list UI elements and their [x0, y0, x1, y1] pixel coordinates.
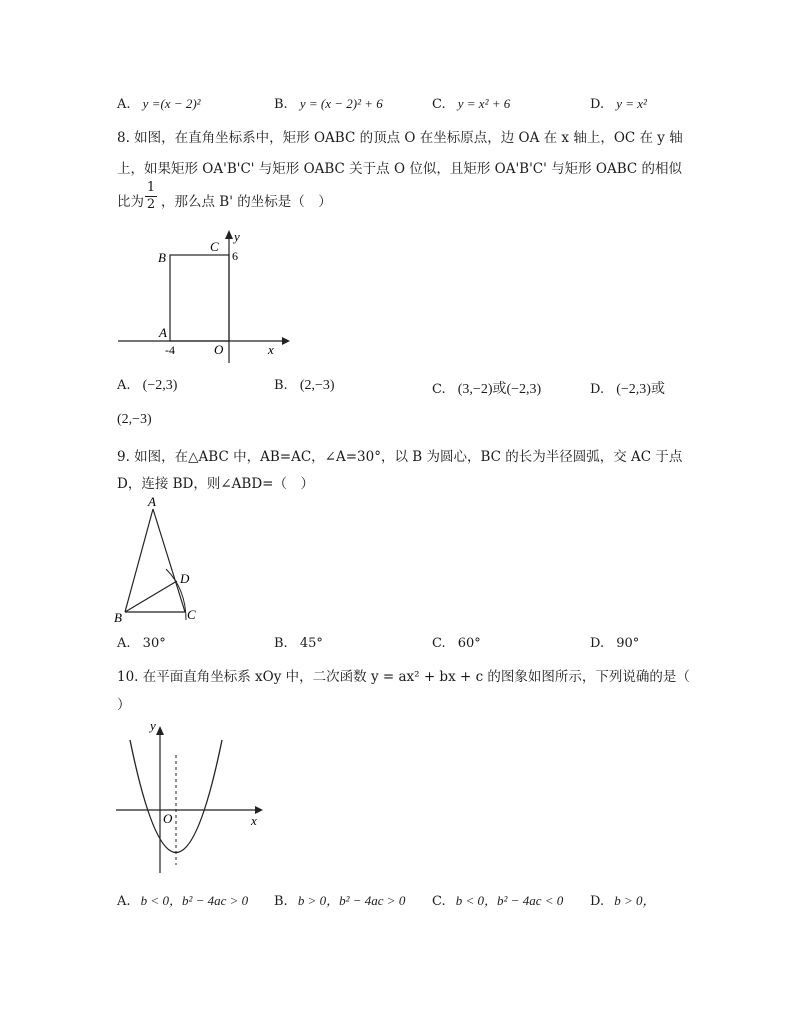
option-text: 45°	[299, 636, 323, 651]
label-o: O	[214, 342, 224, 357]
option-text: y = x² + 6	[457, 96, 511, 111]
q8-option-c	[432, 378, 541, 398]
q9-option-a	[117, 636, 166, 651]
x-axis-arrow	[282, 337, 290, 345]
option-letter: D.	[590, 636, 605, 651]
option-text: (3,−2)或(−2,3)	[457, 382, 542, 397]
option-letter: C.	[432, 894, 446, 909]
q8-option-a	[117, 378, 177, 394]
q9-option-b	[274, 636, 323, 651]
option-text: b < 0，b² − 4ac > 0	[140, 893, 249, 908]
option-letter: A.	[117, 97, 131, 112]
q10-option-d	[590, 890, 656, 909]
option-text: y = (x − 2)² + 6	[299, 96, 383, 111]
q8-fraction	[145, 180, 157, 213]
option-text: y =(x − 2)²	[142, 96, 201, 111]
label-y: y	[234, 229, 240, 244]
option-text: (2,−3)	[299, 378, 335, 393]
label-y: y	[150, 718, 156, 733]
side-ac	[153, 509, 185, 612]
q8-line3-post: ，那么点 B' 的坐标是（ ）	[161, 194, 332, 210]
option-letter: A.	[117, 378, 131, 393]
fraction-denominator: 2	[146, 197, 156, 212]
label-a: A	[159, 325, 167, 340]
option-text: b > 0，b² − 4ac > 0	[297, 893, 406, 908]
label-a: A	[148, 494, 156, 509]
q8-line-1: 8. 如图，在直角坐标系中，矩形 OABC 的顶点 O 在坐标原点，边 OA 在 x 轴上，OC 在 y 轴	[117, 130, 683, 146]
q8-option-d	[590, 378, 665, 398]
q10-figure	[110, 715, 270, 875]
option-letter: B.	[274, 894, 288, 909]
label-b: B	[158, 250, 166, 265]
q10-option-b	[274, 890, 405, 909]
segment-bd	[125, 581, 177, 612]
q10-line-2: ）	[117, 697, 131, 713]
q8-option-d-continued: (2,−3)	[117, 412, 152, 427]
option-text: 90°	[616, 636, 640, 651]
option-text: (−2,3)或	[616, 382, 665, 397]
option-text: b > 0，	[614, 893, 656, 908]
option-letter: C.	[432, 97, 446, 112]
label-c: C	[187, 607, 196, 622]
q10-option-a	[117, 890, 248, 909]
y-axis-arrow	[156, 726, 164, 735]
fraction-numerator: 1	[146, 180, 156, 195]
q10-option-c	[432, 890, 563, 909]
q9-figure	[110, 494, 210, 629]
option-letter: B.	[274, 378, 288, 393]
tick-label-6: 6	[232, 249, 238, 263]
q8-line-2: 上，如果矩形 OA'B'C' 与矩形 OABC 关于点 O 位似，且矩形 OA'B'C' 与矩形 OABC 的相似	[117, 161, 683, 177]
rectangle-oabc	[170, 255, 229, 341]
q9-line-1: 9. 如图，在△ABC 中，AB=AC，∠A=30°，以 B 为圆心，BC 的长为半径圆弧，交 AC 于点	[117, 449, 683, 465]
option-text: y = x²	[616, 96, 647, 111]
option-text: (−2,3)	[142, 378, 178, 393]
option-letter: D.	[590, 382, 605, 397]
option-letter: B.	[274, 636, 288, 651]
label-o: O	[163, 811, 173, 826]
tick-label-neg4: -4	[165, 343, 175, 357]
label-x: x	[251, 813, 257, 828]
q9-option-d	[590, 636, 639, 651]
label-c: C	[210, 239, 219, 254]
q9-option-c	[432, 636, 481, 651]
q7-option-d	[590, 96, 647, 112]
option-text: b < 0，b² − 4ac < 0	[455, 893, 564, 908]
option-letter: C.	[432, 636, 446, 651]
option-letter: A.	[117, 636, 131, 651]
y-axis-arrow	[225, 230, 233, 239]
label-b: B	[114, 610, 122, 625]
option-letter: D.	[590, 97, 605, 112]
q8-line3-pre: 比为	[117, 194, 144, 210]
option-text: 60°	[457, 636, 481, 651]
q10-line-1: 10. 在平面直角坐标系 xOy 中，二次函数 y = ax² + bx + c 的图象如图所示，下列说确的是（	[117, 669, 690, 685]
side-ab	[125, 509, 153, 612]
q9-line-2: D，连接 BD，则∠ABD=（ ）	[117, 476, 314, 492]
q7-option-b	[274, 96, 383, 112]
q8-option-b	[274, 378, 335, 394]
option-letter: A.	[117, 894, 131, 909]
option-letter: C.	[432, 382, 446, 397]
option-letter: B.	[274, 97, 288, 112]
q8-figure	[110, 225, 300, 365]
q7-option-a	[117, 96, 201, 112]
q7-option-c	[432, 96, 510, 112]
label-x: x	[268, 342, 274, 357]
option-letter: D.	[590, 894, 605, 909]
label-d: D	[180, 571, 190, 586]
option-text: 30°	[142, 636, 166, 651]
